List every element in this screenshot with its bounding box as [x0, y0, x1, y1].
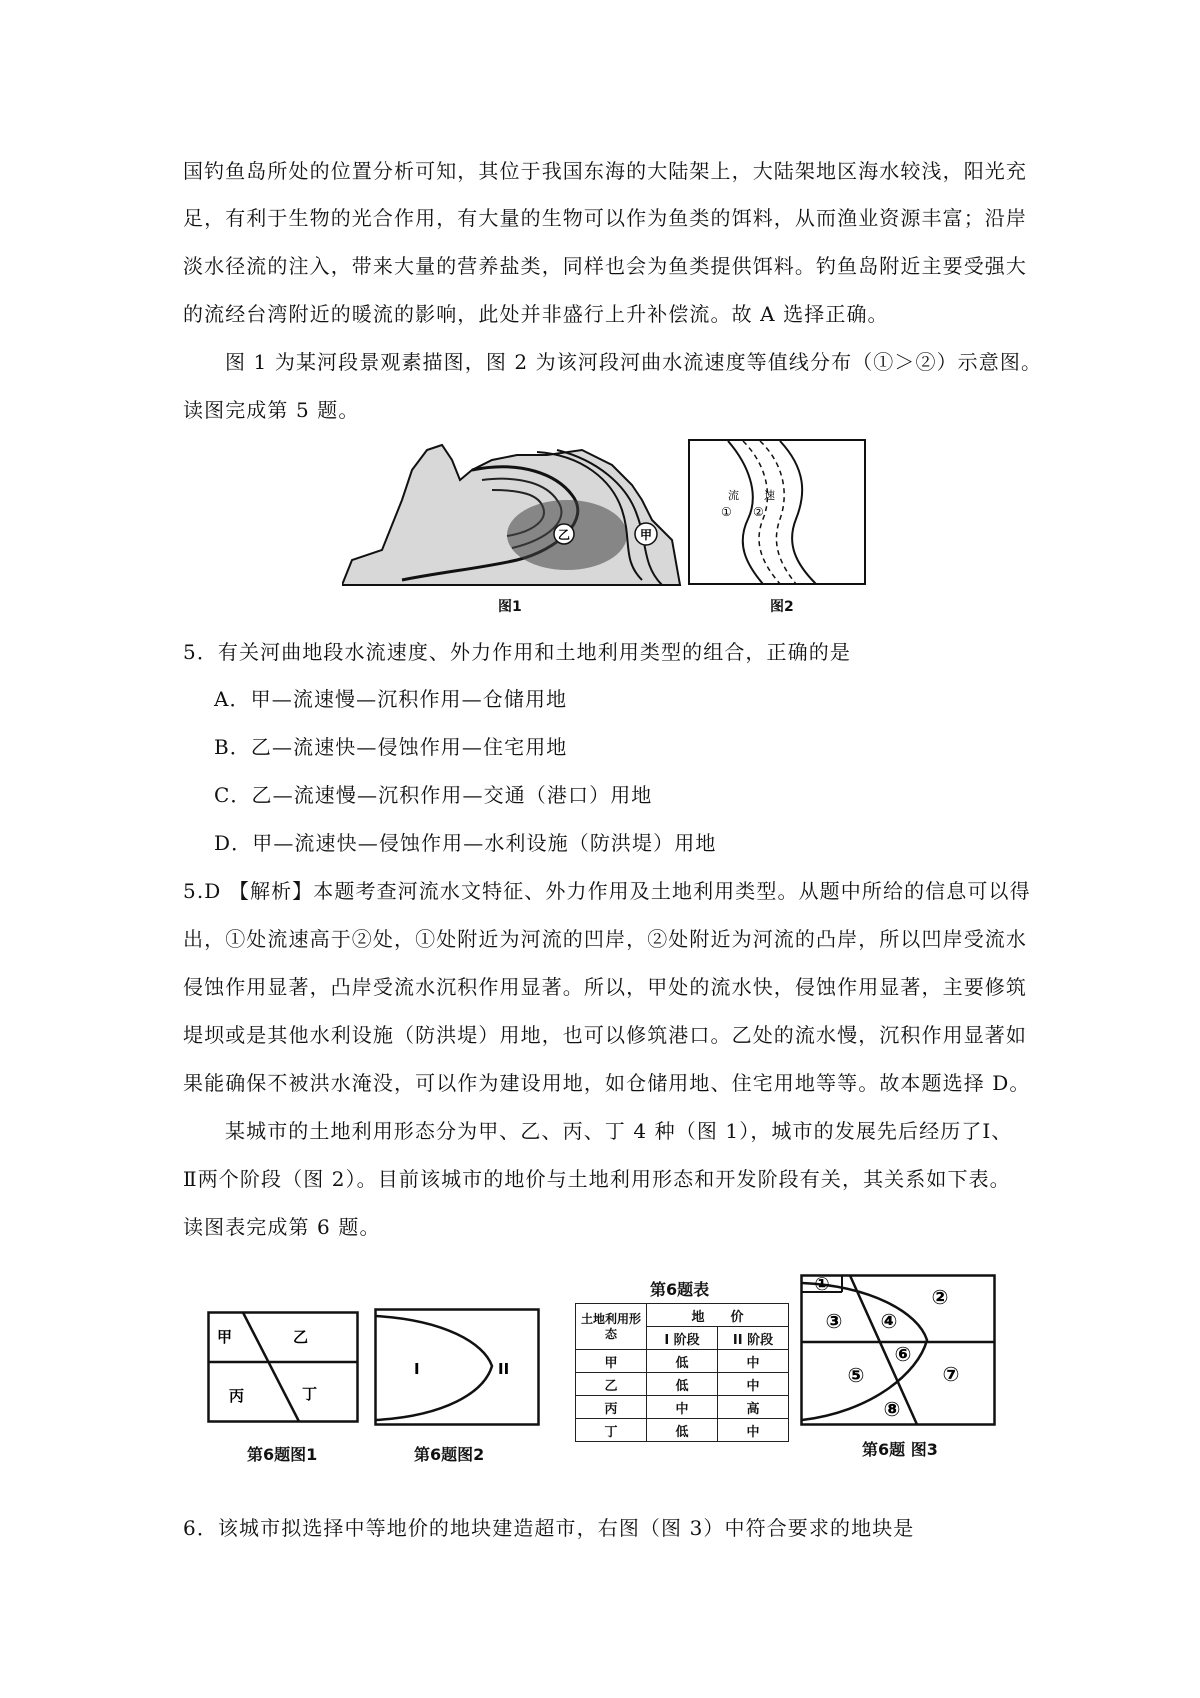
header-land-price: 地 价: [647, 1304, 789, 1327]
cell-stage2: 中: [718, 1350, 789, 1373]
cell-stage1: 低: [647, 1373, 718, 1396]
table-row: [576, 1373, 789, 1396]
question-6-stem: 6．该城市拟选择中等地价的地块建造超市，右图（图 3）中符合要求的地块是: [183, 1516, 915, 1540]
cell-form: 乙: [576, 1373, 647, 1396]
fig6-table-title: 第6题表: [650, 1280, 710, 1299]
parcel-3: ③: [825, 1309, 843, 1333]
text-line: 图 1 为某河段景观素描图，图 2 为该河段河曲水流速度等值线分布（①＞②）示意图。: [225, 350, 1043, 374]
table-row: [576, 1419, 789, 1442]
cell-stage1: 低: [647, 1419, 718, 1442]
label-jia: 甲: [639, 528, 653, 542]
fig6-2-stages: [374, 1308, 540, 1426]
speed-label: 速: [764, 489, 775, 502]
parcel-4: ④: [880, 1309, 898, 1333]
header-land-use: 土地利用形态: [576, 1304, 647, 1350]
fig5-2-caption: 图2: [770, 599, 794, 615]
parcel-1: ①: [814, 1274, 830, 1295]
marker-2: ②: [753, 505, 764, 519]
header-stage-1: I 阶段: [647, 1327, 718, 1350]
q5-option-b: B．乙—流速快—侵蚀作用—住宅用地: [214, 735, 568, 759]
fig5-1-caption: 图1: [498, 599, 522, 615]
question-5-stem: 5．有关河曲地段水流速度、外力作用和土地利用类型的组合，正确的是: [183, 640, 851, 664]
flow-speed-diagram: [688, 439, 866, 585]
answer-line: 出，①处流速高于②处，①处附近为河流的凹岸，②处附近为河流的凸岸，所以凹岸受流水: [183, 927, 1027, 951]
text-line: 淡水径流的注入，带来大量的营养盐类，同样也会为鱼类提供饵料。钓鱼岛附近主要受强大: [183, 254, 1027, 278]
fig6-3-caption: 第6题 图3: [862, 1440, 938, 1459]
q5-option-a: A．甲—流速慢—沉积作用—仓储用地: [214, 687, 568, 711]
parcel-6: ⑥: [894, 1342, 912, 1366]
answer-line: 堤坝或是其他水利设施（防洪堤）用地，也可以修筑港口。乙处的流水慢，沉积作用显著如: [183, 1023, 1027, 1047]
label-jia: 甲: [217, 1328, 233, 1346]
flow-label: 流: [728, 489, 739, 502]
cell-stage2: 高: [718, 1396, 789, 1419]
fig6-1-caption: 第6题图1: [247, 1445, 318, 1464]
cell-form: 甲: [576, 1350, 647, 1373]
label-yi: 乙: [293, 1328, 309, 1346]
text-line: 读图完成第 5 题。: [183, 398, 360, 422]
cell-form: 丁: [576, 1419, 647, 1442]
cell-stage2: 中: [718, 1373, 789, 1396]
cell-form: 丙: [576, 1396, 647, 1419]
text-line: 读图表完成第 6 题。: [183, 1215, 381, 1239]
parcel-2: ②: [931, 1285, 949, 1309]
text-line: 某城市的土地利用形态分为甲、乙、丙、丁 4 种（图 1），城市的发展先后经历了Ⅰ、: [225, 1119, 1013, 1143]
fig6-3-parcels: [800, 1274, 996, 1426]
parcel-7: ⑦: [942, 1362, 960, 1386]
fig6-1-land-use: [207, 1311, 359, 1423]
header-stage-2: II 阶段: [718, 1327, 789, 1350]
answer-line: 5.D 【解析】本题考查河流水文特征、外力作用及土地利用类型。从题中所给的信息可以得: [183, 879, 1031, 903]
marker-1: ①: [721, 505, 732, 519]
q5-option-d: D．甲—流速快—侵蚀作用—水利设施（防洪堤）用地: [214, 831, 717, 855]
label-yi: 乙: [557, 528, 571, 542]
text-line: 的流经台湾附近的暖流的影响，此处并非盛行上升补偿流。故 A 选择正确。: [183, 302, 889, 326]
cell-stage2: 中: [718, 1419, 789, 1442]
text-line: Ⅱ两个阶段（图 2）。目前该城市的地价与土地利用形态和开发阶段有关，其关系如下表。: [183, 1167, 1011, 1191]
text-line: 国钓鱼岛所处的位置分析可知，其位于我国东海的大陆架上，大陆架地区海水较浅，阳光充: [183, 159, 1027, 183]
fig6-2-caption: 第6题图2: [414, 1445, 485, 1464]
stage-1-label: I: [414, 1360, 420, 1378]
parcel-8: ⑧: [883, 1397, 901, 1421]
cell-stage1: 中: [647, 1396, 718, 1419]
text-line: 足，有利于生物的光合作用，有大量的生物可以作为鱼类的饵料，从而渔业资源丰富；沿岸: [183, 206, 1027, 230]
label-bing: 丙: [229, 1387, 245, 1405]
table-row: [576, 1350, 789, 1373]
cell-stage1: 低: [647, 1350, 718, 1373]
answer-line: 侵蚀作用显著，凸岸受流水沉积作用显著。所以，甲处的流水快，侵蚀作用显著，主要修筑: [183, 975, 1027, 999]
table-row: [576, 1396, 789, 1419]
stage-2-label: II: [498, 1360, 510, 1378]
answer-line: 果能确保不被洪水淹没，可以作为建设用地，如仓储用地、住宅用地等等。故本题选择 D。: [183, 1071, 1031, 1095]
q5-option-c: C．乙—流速慢—沉积作用—交通（港口）用地: [214, 783, 653, 807]
parcel-5: ⑤: [847, 1363, 865, 1387]
land-price-table: [575, 1303, 789, 1442]
label-ding: 丁: [302, 1385, 318, 1403]
river-landscape-sketch: [342, 440, 682, 590]
